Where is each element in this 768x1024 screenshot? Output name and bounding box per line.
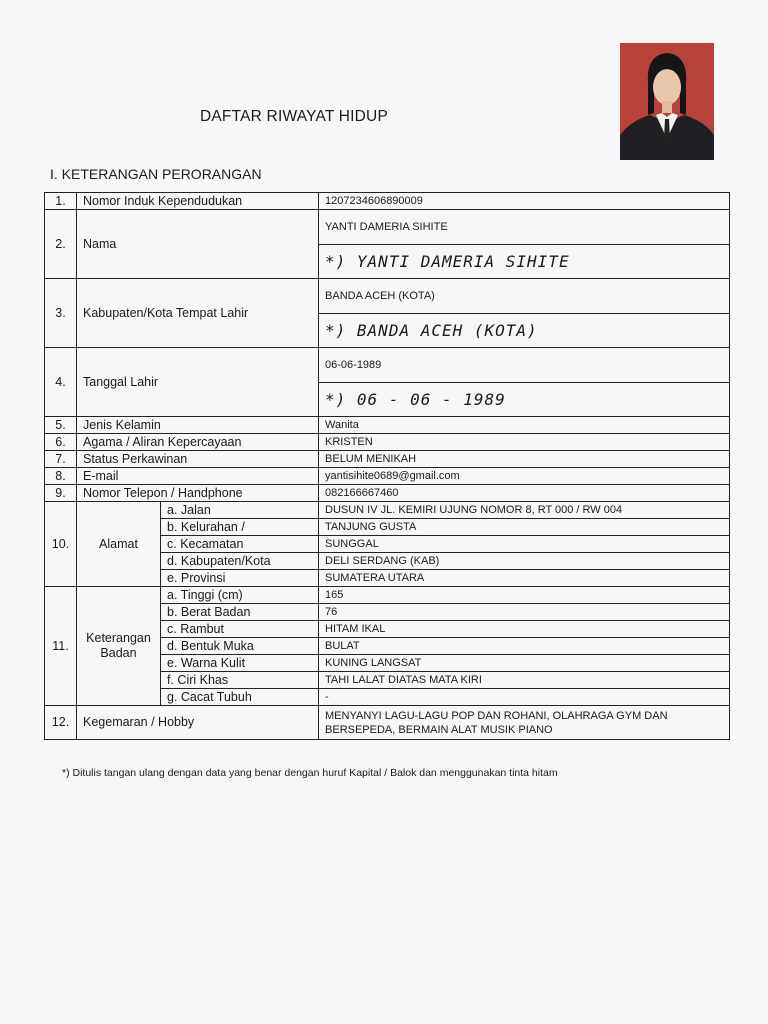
row-number: 5. — [45, 417, 77, 434]
row-number: 11. — [45, 587, 77, 706]
row-number: 8. — [45, 468, 77, 485]
sub-field-label: d. Bentuk Muka — [161, 638, 319, 655]
field-value: TANJUNG GUSTA — [319, 519, 730, 536]
field-label: Nomor Induk Kependudukan — [77, 193, 319, 210]
row-number: 2. — [45, 210, 77, 279]
field-value: HITAM IKAL — [319, 621, 730, 638]
row-number: 9. — [45, 485, 77, 502]
sub-field-label: f. Ciri Khas — [161, 672, 319, 689]
field-label: Jenis Kelamin — [77, 417, 319, 434]
field-value: yantisihite0689@gmail.com — [319, 468, 730, 485]
personal-info-table — [44, 192, 730, 740]
person-portrait-icon — [620, 43, 714, 160]
field-value: TAHI LALAT DIATAS MATA KIRI — [319, 672, 730, 689]
field-label: Agama / Aliran Kepercayaan — [77, 434, 319, 451]
field-value: SUNGGAL — [319, 536, 730, 553]
table-row — [45, 468, 730, 485]
field-value: Wanita — [319, 417, 730, 434]
field-label: Nama — [77, 210, 319, 279]
sub-field-label: b. Kelurahan / — [161, 519, 319, 536]
table-row — [45, 502, 730, 519]
table-row — [45, 210, 730, 245]
field-value: BULAT — [319, 638, 730, 655]
sub-field-label: e. Provinsi — [161, 570, 319, 587]
sub-field-label: a. Tinggi (cm) — [161, 587, 319, 604]
table-row — [45, 279, 730, 314]
row-number: 3. — [45, 279, 77, 348]
sub-field-label: d. Kabupaten/Kota — [161, 553, 319, 570]
table-row — [45, 587, 730, 604]
field-value: DUSUN IV JL. KEMIRI UJUNG NOMOR 8, RT 000 / RW 004 — [319, 502, 730, 519]
handwritten-value: *) 06 - 06 - 1989 — [319, 383, 730, 417]
table-row — [45, 706, 730, 740]
field-value: KRISTEN — [319, 434, 730, 451]
field-value: 06-06-1989 — [319, 348, 730, 383]
sub-field-label: c. Kecamatan — [161, 536, 319, 553]
field-label: Status Perkawinan — [77, 451, 319, 468]
field-label: Kabupaten/Kota Tempat Lahir — [77, 279, 319, 348]
row-number: 1. — [45, 193, 77, 210]
field-label: Tanggal Lahir — [77, 348, 319, 417]
table-row — [45, 485, 730, 502]
sub-field-label: e. Warna Kulit — [161, 655, 319, 672]
table-row — [45, 417, 730, 434]
field-value: 165 — [319, 587, 730, 604]
field-value: 76 — [319, 604, 730, 621]
field-value: - — [319, 689, 730, 706]
field-label: E-mail — [77, 468, 319, 485]
row-number: 12. — [45, 706, 77, 740]
table-row — [45, 451, 730, 468]
sub-field-label: b. Berat Badan — [161, 604, 319, 621]
sub-field-label: c. Rambut — [161, 621, 319, 638]
field-label: Kegemaran / Hobby — [77, 706, 319, 740]
field-value: DELI SERDANG (KAB) — [319, 553, 730, 570]
row-number: 4. — [45, 348, 77, 417]
field-value: YANTI DAMERIA SIHITE — [319, 210, 730, 245]
handwritten-value: *) YANTI DAMERIA SIHITE — [319, 245, 730, 279]
table-row — [45, 193, 730, 210]
field-value: BELUM MENIKAH — [319, 451, 730, 468]
table-row — [45, 348, 730, 383]
row-number: 10. — [45, 502, 77, 587]
row-number: 7. — [45, 451, 77, 468]
field-label: Nomor Telepon / Handphone — [77, 485, 319, 502]
field-value: 082166667460 — [319, 485, 730, 502]
field-label: Keterangan Badan — [77, 587, 161, 706]
handwritten-value: *) BANDA ACEH (KOTA) — [319, 314, 730, 348]
field-value: MENYANYI LAGU-LAGU POP DAN ROHANI, OLAHRAGA GYM DAN BERSEPEDA, BERMAIN ALAT MUSIK PIANO — [319, 706, 730, 740]
footnote: *) Ditulis tangan ulang dengan data yang benar dengan huruf Kapital / Balok dan menggunakan tinta hitam — [62, 767, 558, 779]
field-value: 1207234606890009 — [319, 193, 730, 210]
sub-field-label: a. Jalan — [161, 502, 319, 519]
profile-photo — [620, 43, 714, 160]
field-value: SUMATERA UTARA — [319, 570, 730, 587]
sub-field-label: g. Cacat Tubuh — [161, 689, 319, 706]
document-title: DAFTAR RIWAYAT HIDUP — [200, 108, 388, 125]
field-value: BANDA ACEH (KOTA) — [319, 279, 730, 314]
field-value: KUNING LANGSAT — [319, 655, 730, 672]
row-number: 6. — [45, 434, 77, 451]
section-heading: I. KETERANGAN PERORANGAN — [50, 166, 262, 182]
table-row — [45, 434, 730, 451]
field-label: Alamat — [77, 502, 161, 587]
